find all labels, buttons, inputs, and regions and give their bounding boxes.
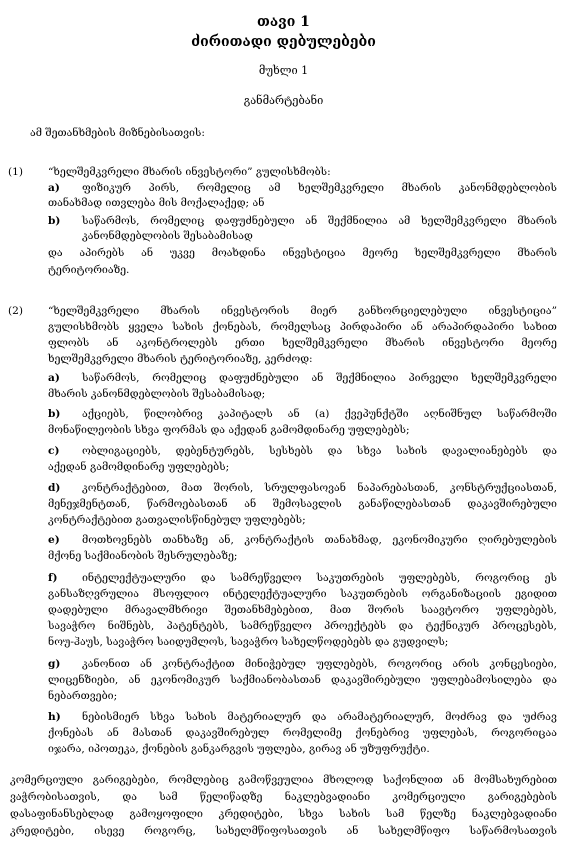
word: სრულფასოვან: [264, 482, 346, 494]
word: მიერ: [310, 305, 338, 317]
word: როგორიც: [475, 572, 530, 584]
word: ყველა: [128, 321, 164, 333]
section-2-item-line: [82, 535, 557, 546]
word: ისევე: [94, 825, 125, 837]
closing-paragraph-line: [10, 809, 557, 820]
word: ან: [410, 321, 423, 333]
word: ტექნიკურ: [425, 620, 480, 632]
word: ნიშნებს,: [107, 620, 155, 632]
word: რომლებიც: [168, 774, 229, 786]
word: არის: [452, 658, 480, 670]
word: მხარის: [517, 247, 557, 259]
word: საკუთრების: [340, 588, 408, 600]
word: არამატერიალურ,: [337, 711, 435, 723]
section-2-item-c-label: c): [48, 445, 60, 457]
closing-paragraph-line: [10, 826, 557, 837]
word: დაფუძნებული: [219, 372, 299, 384]
section-2-item-line: [48, 605, 557, 616]
word: ერთი: [234, 337, 265, 349]
word: ამ: [268, 182, 281, 194]
section-2-item-b-label: b): [48, 408, 61, 420]
word: დაკავშირებული: [467, 498, 557, 510]
section-2-lead-line: [48, 338, 557, 349]
word: მეორე: [362, 247, 398, 259]
section-2-item-line: [48, 589, 557, 600]
word: სამრეწველო: [230, 572, 302, 584]
section-2-item-line: ნებართვები;: [48, 690, 118, 702]
word: ნაკლებვადიანი: [471, 808, 557, 820]
word: ან: [311, 372, 324, 384]
word: ნაკლებვადიანი: [284, 791, 371, 803]
word: საწარმოსათვის: [469, 825, 557, 837]
word: აქციებს,: [82, 408, 129, 420]
word: ან: [346, 825, 359, 837]
section-2-item-line: [82, 373, 557, 384]
word: პროცესებს,: [492, 620, 557, 632]
word: ინვესტიცია”: [488, 305, 557, 317]
word: კონცესიები,: [489, 658, 557, 670]
section-1-item-b-label: b): [48, 215, 61, 227]
word: ან: [106, 727, 119, 739]
word: ეგიდით: [514, 588, 557, 600]
chapter-heading: თავი 1: [257, 14, 310, 30]
word: საწარმოს,: [82, 372, 140, 384]
word: ქონებას: [48, 727, 94, 739]
word: მომსახურებით: [474, 774, 557, 786]
word: სამრეწველო: [240, 620, 312, 632]
word: ინვესტორი: [442, 337, 504, 349]
word: აკონტროლებს: [135, 337, 218, 349]
word: პროექტებს: [324, 620, 387, 632]
word: მოთხოვნებს: [82, 534, 152, 546]
word: და: [542, 674, 557, 686]
word: ვაჭრობისათვის,: [10, 791, 101, 803]
word: კანონმდებლობის: [458, 182, 557, 194]
section-2-item-line: აქედან გამომდინარე უფლებებს;: [48, 461, 230, 473]
word: ან: [452, 774, 465, 786]
word: გამოყოფილი: [129, 808, 203, 820]
section-2-item-line: [48, 621, 557, 632]
word: პატენტებს,: [166, 620, 229, 632]
word: სესხებს: [269, 445, 313, 457]
word: კონსტრუქციასთან,: [449, 482, 557, 494]
section-2-item-a-label: a): [48, 372, 60, 384]
word: “ხელშემკვრელი: [48, 305, 140, 317]
word: რომელიმე: [282, 727, 342, 739]
word: რომელსაც: [270, 321, 331, 333]
word: გამოწვეულია: [238, 774, 314, 786]
word: უფლებამოსილება: [430, 674, 533, 686]
section-1-item-b-line: კანონმდებლობის შესაბამისად: [82, 230, 253, 242]
section-2-item-line: [82, 712, 557, 723]
word: ობლიგაციებს,: [82, 445, 161, 457]
word: მათ: [329, 604, 351, 616]
word: უფლებებს,: [495, 604, 557, 616]
word: დასაფინანსებლად: [10, 808, 114, 820]
section-2-item-f-label: f): [48, 572, 58, 584]
word: და: [497, 711, 513, 723]
word: მეორე: [521, 337, 557, 349]
section-2-item-e-label: e): [48, 534, 60, 546]
word: ან: [305, 215, 318, 227]
word: ან: [140, 658, 152, 670]
article-heading: მუხლი 1: [258, 64, 309, 77]
section-2-number: (2): [8, 305, 24, 317]
word: დადებული: [48, 604, 108, 616]
word: საწარმოს,: [82, 215, 140, 227]
word: კრედიტები,: [10, 825, 75, 837]
word: მხარის: [401, 182, 442, 194]
section-2-item-line: იჯარა, იპოთეკა, ქონების განკარგვის უფლება, გირავ ან უზუფრუქტი.: [48, 743, 430, 755]
word: საქონლით: [383, 774, 443, 786]
section-2-item-line: [82, 659, 557, 670]
word: კონტრაქტის: [244, 534, 314, 546]
word: შემოსავლის: [272, 498, 342, 510]
word: ინვესტიცია: [282, 247, 346, 259]
word: მხოლოდ: [323, 774, 374, 786]
word: ხელშემკვრელი: [420, 215, 507, 227]
word: მსოფლიო: [152, 588, 209, 600]
word: დაკავშირებულ: [185, 727, 270, 739]
word: კრედიტები,: [218, 808, 284, 820]
word: მასთან: [132, 727, 172, 739]
word: დაფუძნებული: [214, 215, 295, 227]
section-2-item-line: [82, 409, 557, 420]
word: და: [311, 711, 327, 723]
section-2-item-line: [48, 728, 557, 739]
section-2-item-line: მონაწილეობის სხვა ფორმას და აქედან გამომდინარე უფლებებს;: [48, 424, 410, 436]
word: როგორიცაა: [491, 727, 557, 739]
word: ან: [106, 337, 119, 349]
section-2-lead-line: ხელშემკვრელი მხარის ტერიტორიაზე, კერძოდ:: [48, 353, 313, 365]
section-1-item-a-line: თანახმად ითვლება მის მოქალაქედ; ან: [48, 197, 265, 209]
word: აპირებს: [79, 247, 125, 259]
word: ხელშემკვრელი: [282, 337, 368, 349]
section-2-item-line: [82, 573, 557, 584]
word: მინიჭებულ: [244, 658, 306, 670]
word: წელიწადზე: [199, 791, 263, 803]
word: კონტრაქტებით,: [82, 482, 170, 494]
word: და: [200, 572, 216, 584]
section-2-item-line: მხარის კანონმდებლობის შესაბამისად;: [48, 388, 266, 400]
word: სახით: [523, 321, 557, 333]
word: განხორციელებული: [358, 305, 468, 317]
word: დავალიანებებს: [441, 445, 528, 457]
word: სამ: [385, 808, 405, 820]
word: სამ: [159, 791, 178, 803]
closing-paragraph-line: [10, 775, 557, 786]
word: სხვა: [150, 711, 175, 723]
word: უფლებებს,: [316, 658, 378, 670]
word: გარიგებების: [487, 791, 557, 803]
word: გულისხმობს: [48, 321, 120, 333]
intro-line: ამ შეთანხმების მიზნებისათვის:: [30, 127, 205, 139]
section-2-lead-line: [48, 322, 557, 333]
word: პირს,: [148, 182, 180, 194]
word: სახელმწიფოსათვის: [215, 825, 327, 837]
word: საავტორო: [420, 604, 479, 616]
word: უძრავ: [522, 711, 557, 723]
closing-paragraph-line: [10, 792, 557, 803]
word: გარიგებები,: [92, 774, 159, 786]
word: სახის: [396, 445, 428, 457]
word: მოძრავ: [445, 711, 487, 723]
word: კომერციული: [10, 774, 84, 786]
article-title: განმარტებანი: [243, 94, 324, 107]
word: და: [398, 620, 414, 632]
word: ინტელექტუალური: [222, 588, 327, 600]
word: დებენტურებს,: [175, 445, 255, 457]
word: ლიცენზიები,: [48, 674, 119, 686]
word: შორის: [367, 604, 405, 616]
word: ქონებრივ: [355, 727, 410, 739]
word: სახელმწიფო: [378, 825, 450, 837]
word: განაწილებასთან: [358, 498, 451, 510]
word: უფლებებს,: [399, 572, 461, 584]
word: სახის: [172, 321, 204, 333]
word: სახის: [339, 808, 371, 820]
word: მხარის: [385, 337, 425, 349]
word: არაპირდაპირი: [432, 321, 515, 333]
word: წელზე: [420, 808, 456, 820]
word: კაპიტალს: [217, 408, 273, 420]
word: (a): [314, 408, 330, 420]
chapter-title: ძირითადი დებულებები: [191, 34, 376, 50]
word: კანონით: [82, 658, 130, 670]
word: მხარის: [160, 305, 200, 317]
word: ინტელექტუალური: [82, 572, 186, 584]
section-2-item-line: კონტრაქტებით გათვალისწინებულ უფლებებს;: [48, 514, 306, 526]
word: სახის: [185, 711, 217, 723]
word: და: [122, 791, 137, 803]
word: ხელშემკვრელი: [414, 247, 501, 259]
word: ორგანიზაციის: [421, 588, 502, 600]
section-2-item-line: ნოუ-ჰაუს, სავაჭრო საიდუმლოს, სავაჭრო სახელწოდებებს და გუდვილს;: [48, 636, 449, 648]
word: მხარის: [517, 215, 557, 227]
word: ან,: [218, 534, 234, 546]
word: მოახდინა: [211, 247, 266, 259]
word: ინვესტორის: [220, 305, 290, 317]
word: წარმოებასთან: [146, 498, 228, 510]
word: ან: [244, 498, 257, 510]
section-1-number: (1): [8, 166, 24, 178]
word: ღირებულების: [478, 534, 557, 546]
section-1-item-b-line: [82, 216, 557, 227]
section-1-trailing-line: [48, 248, 557, 259]
section-1-lead: “ხელშემკვრელი მხარის ინვესტორი” გულისხმობს:: [48, 166, 331, 178]
word: საკუთრების: [316, 572, 385, 584]
word: აღნიშნულ: [423, 408, 482, 420]
word: განსაზღვრულია: [48, 588, 139, 600]
word: შეთანხმებებით,: [224, 604, 313, 616]
section-2-item-line: [82, 446, 557, 457]
section-2-item-g-label: g): [48, 658, 61, 670]
word: ქონებას,: [212, 321, 262, 333]
word: ან: [287, 408, 300, 420]
word: თანახმად,: [324, 534, 382, 546]
word: როგორც,: [144, 825, 196, 837]
word: მათ: [181, 482, 203, 494]
word: ხელშემკვრელი: [298, 182, 384, 194]
word: პირდაპირი: [339, 321, 402, 333]
word: სხვა: [356, 445, 382, 457]
word: პირველი: [408, 372, 459, 384]
word: ქვეპუნქტში: [344, 408, 409, 420]
word: როგორიც: [387, 658, 443, 670]
word: და: [327, 445, 343, 457]
word: და: [48, 247, 63, 259]
word: კონტრაქტით: [162, 658, 235, 670]
word: ეკონომიკური: [392, 534, 468, 546]
word: საქმიანობასთან: [230, 674, 321, 686]
section-1-item-a-line: [82, 183, 557, 194]
word: ეს: [544, 572, 557, 584]
word: სავაჭრო: [48, 620, 96, 632]
word: და: [542, 445, 557, 457]
word: ფლობს: [48, 337, 90, 349]
word: რომელიც: [152, 372, 207, 384]
section-2-item-d-label: d): [48, 482, 61, 494]
word: რომელიც: [196, 182, 251, 194]
word: ხელშემკვრელი: [471, 372, 557, 384]
word: ან: [128, 674, 141, 686]
word: თანხაზე: [162, 534, 209, 546]
section-2-item-line: [82, 483, 557, 494]
word: ამ: [398, 215, 411, 227]
word: მრავალმხრივი: [124, 604, 208, 616]
word: ნაპარებასთან,: [357, 482, 439, 494]
section-2-item-line: [48, 499, 557, 510]
word: უკვე: [169, 247, 195, 259]
section-1-item-a-label: a): [48, 182, 60, 194]
word: წილობრივ: [143, 408, 203, 420]
word: სხვა: [298, 808, 324, 820]
word: ეკონომიკურ: [150, 674, 221, 686]
section-2-item-line: მქონე საქმიანობის შესრულებაზე;: [48, 550, 238, 562]
word: რომელიც: [150, 215, 205, 227]
section-2-item-h-label: h): [48, 711, 61, 723]
word: შექმნილია: [327, 215, 388, 227]
word: შორის,: [213, 482, 254, 494]
word: შექმნილია: [336, 372, 396, 384]
word: მენეჯმენტთან,: [48, 498, 131, 510]
word: ფიზიკურ: [82, 182, 131, 194]
word: მატერიალურ: [227, 711, 302, 723]
word: დაკავშირებული: [331, 674, 421, 686]
section-2-item-line: [48, 675, 557, 686]
word: ნებისმიერ: [82, 711, 140, 723]
section-2-lead-line: [48, 306, 557, 317]
word: ან: [141, 247, 154, 259]
word: საწარმოში: [497, 408, 557, 420]
word: კომერციული: [392, 791, 466, 803]
word: უფლებას,: [422, 727, 478, 739]
section-1-trailing-line: ტერიტორიაზე.: [48, 264, 130, 276]
